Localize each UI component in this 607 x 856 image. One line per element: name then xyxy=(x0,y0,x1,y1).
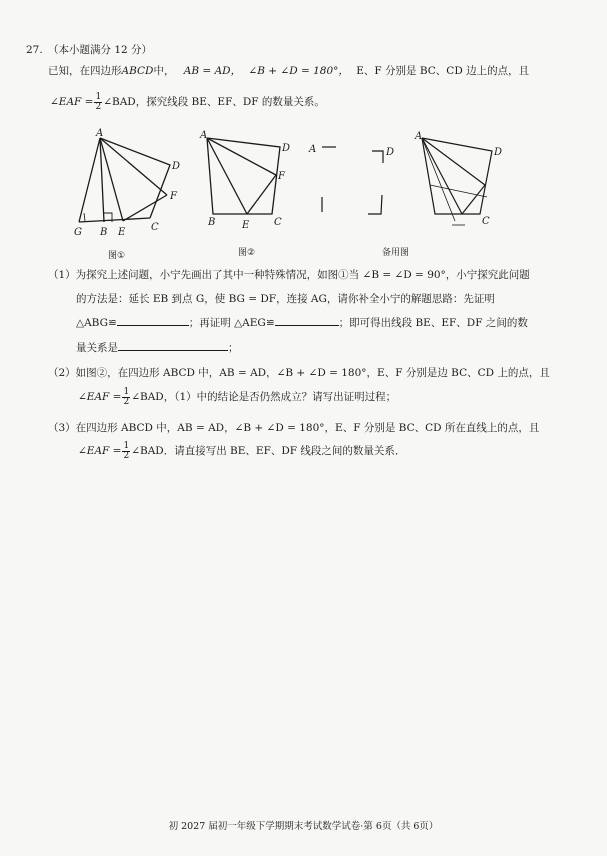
part3-angle: ∠EAF = xyxy=(78,445,122,457)
part1-relation-label: 量关系是 xyxy=(76,342,118,354)
part1-line3 xyxy=(76,316,528,330)
fig2-label-d: D xyxy=(282,143,291,154)
fig1-label-f: F xyxy=(170,191,177,202)
part2-question: ∠BAD，（1）中的结论是否仍然成立？请写出证明过程； xyxy=(131,391,397,403)
figure-1 xyxy=(79,138,170,222)
answer-blank-3[interactable] xyxy=(118,350,228,351)
part3-question: ∠BAD．请直接写出 BE、EF、DF 线段之间的数量关系． xyxy=(131,445,406,457)
fig1-label-g: G xyxy=(74,227,82,238)
part2-angle: ∠EAF = xyxy=(78,391,122,403)
question-points: （本小题满分 12 分） xyxy=(48,44,153,56)
frac-num: 1 xyxy=(123,440,130,451)
fig2-label-e: E xyxy=(242,220,250,231)
fraction-half xyxy=(122,442,130,461)
fig1-label-c: C xyxy=(151,222,159,233)
figures-svg xyxy=(60,125,540,260)
sketch-label-c: C xyxy=(482,216,490,227)
given-line-2 xyxy=(50,90,325,114)
sketch-label-a: A xyxy=(415,131,423,142)
spare-label-d: D xyxy=(386,147,395,158)
figure-4-sketch xyxy=(422,138,492,225)
given-line-1 xyxy=(48,64,529,78)
sketch-quad xyxy=(422,138,492,214)
fig2-label-f: F xyxy=(278,171,285,182)
fraction-half xyxy=(122,388,130,407)
figure-3-caption: 备用图 xyxy=(382,248,410,258)
sketch-label-d: D xyxy=(494,147,503,158)
frac-den: 2 xyxy=(95,101,102,112)
given-text: 中， xyxy=(153,65,175,77)
fig1-label-e: E xyxy=(118,227,126,238)
given-text: ∠BAD，探究线段 BE、EF、DF 的数量关系。 xyxy=(103,96,325,108)
fig2-label-b: B xyxy=(208,217,216,228)
fig2-ef xyxy=(247,175,276,214)
part1-congruent-2: ；再证明 △AEG≌ xyxy=(188,317,275,329)
fig2-quad xyxy=(207,138,280,214)
frac-num: 1 xyxy=(95,91,102,102)
fig1-af xyxy=(100,138,167,195)
figure-2-caption: 图② xyxy=(238,248,256,258)
fraction-half xyxy=(94,93,102,112)
frac-den: 2 xyxy=(123,396,130,407)
fig1-label-a: A xyxy=(96,128,104,139)
part1-line4 xyxy=(76,341,239,355)
condition-ab-ad: AB = AD， xyxy=(183,65,242,77)
spare-label-a: A xyxy=(309,144,317,155)
figure-2 xyxy=(207,138,280,214)
sketch-ef xyxy=(462,185,485,214)
part1-end: ； xyxy=(228,342,239,354)
fig1-ef xyxy=(123,195,167,221)
fig1-ag xyxy=(79,138,100,222)
frac-den: 2 xyxy=(123,450,130,461)
figure-3-spare xyxy=(322,147,383,214)
part1-conclusion: ；即可得出线段 BE、EF、DF 之间的数 xyxy=(338,317,528,329)
answer-blank-1[interactable] xyxy=(117,325,189,326)
fig2-label-a: A xyxy=(200,130,208,141)
angle-eaf: ∠EAF = xyxy=(50,96,94,108)
fig1-mark-g xyxy=(84,213,85,221)
frac-num: 1 xyxy=(123,386,130,397)
part2-line1: （2）如图②，在四边形 ABCD 中，AB = AD，∠B + ∠D = 180°，E、F 分别是边 BC、CD 上的点，且 xyxy=(48,367,550,379)
spare-d-corner xyxy=(372,151,383,163)
part3-line1: （3）在四边形 ABCD 中，AB = AD，∠B + ∠D = 180°，E、F 分别是 BC、CD 所在直线上的点，且 xyxy=(48,422,540,434)
fig1-label-b: B xyxy=(100,227,108,238)
fig2-label-c: C xyxy=(274,217,282,228)
figure-4-labels xyxy=(414,131,502,227)
spare-c-corner xyxy=(368,195,382,214)
given-text: 已知，在四边形 xyxy=(48,65,122,77)
quad-name: ABCD xyxy=(121,65,154,77)
question-number: 27. xyxy=(26,44,43,56)
condition-angle-sum: ∠B + ∠D = 180°， xyxy=(248,65,349,77)
sketch-aux2 xyxy=(430,185,487,197)
page-footer: 初 2027 届初一年级下学期期末考试数学试卷·第 6页（共 6页） xyxy=(168,821,439,832)
part3-line2 xyxy=(78,439,405,463)
part1-line2: 的方法是：延长 EB 到点 G，使 BG = DF，连接 AG，请你补全小宁的解题思路：先证明 xyxy=(76,293,495,305)
figure-1-caption: 图① xyxy=(108,251,126,261)
fig1-gc xyxy=(79,218,150,222)
fig1-label-d: D xyxy=(172,161,181,172)
part1-line1: （1）为探究上述问题，小宁先画出了其中一种特殊情况，如图①当 ∠B = ∠D = 90°，小宁探究此问题 xyxy=(48,269,530,281)
part1-congruent-1: △ABG≌ xyxy=(76,317,117,329)
part2-line2 xyxy=(78,385,396,409)
answer-blank-2[interactable] xyxy=(275,325,339,326)
condition-points: E、F 分别是 BC、CD 边上的点，且 xyxy=(356,65,530,77)
